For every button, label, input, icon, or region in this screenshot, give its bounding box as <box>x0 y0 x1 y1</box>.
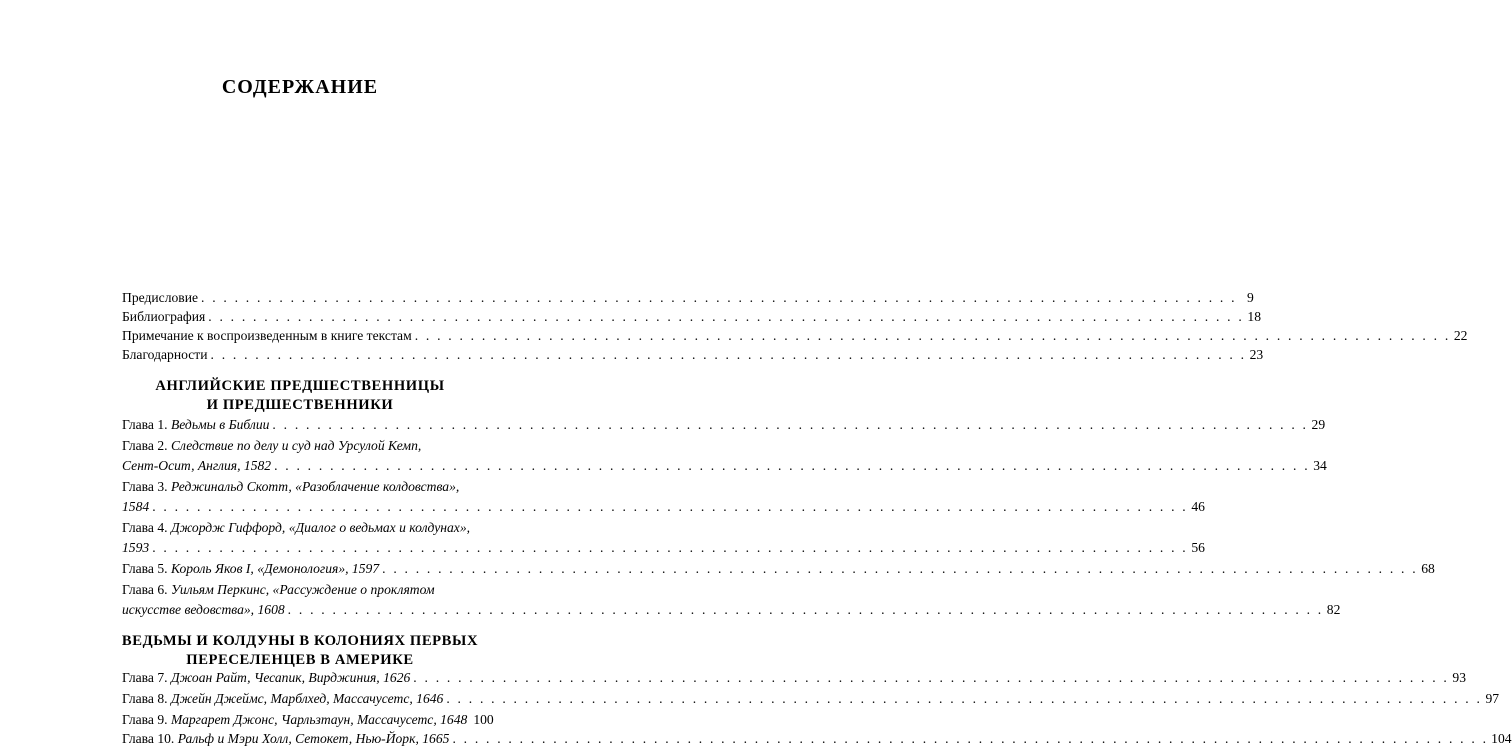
toc-chapter-1[interactable] <box>122 415 1326 435</box>
chapter-title: Следствие по делу и суд над Урсулой Кемп, <box>170 438 422 453</box>
front-matter <box>122 290 1468 366</box>
toc-chapter-2[interactable] <box>122 436 1327 476</box>
toc-label: Примечание к воспроизведенным в книге текстам <box>122 328 412 343</box>
toc-chapter-4[interactable] <box>122 518 1205 558</box>
toc-page: 9 <box>1246 290 1254 305</box>
leader-dots <box>211 347 1247 363</box>
toc-label: Благодарности <box>122 347 208 362</box>
chapter-title: Ральф и Мэри Холл, Сетокет, Нью-Йорк, 1665 <box>177 731 450 746</box>
chapter-number: Глава 6. <box>122 582 168 597</box>
toc-entry-bibliography[interactable] <box>122 309 1261 328</box>
chapter-number: Глава 4. <box>122 520 168 535</box>
toc-page: 29 <box>1311 417 1326 432</box>
leader-dots <box>382 559 1418 579</box>
chapter-number: Глава 7. <box>122 670 168 685</box>
chapter-title: Ведьмы в Библии <box>170 417 270 432</box>
toc-page: 23 <box>1249 347 1264 362</box>
chapter-title-cont: 1584 <box>122 499 150 514</box>
toc-label: Предисловие <box>122 290 199 305</box>
toc-page: 18 <box>1247 309 1261 324</box>
toc-entry-preface[interactable] <box>122 290 1254 309</box>
toc-page: 68 <box>1421 561 1435 576</box>
chapter-number: Глава 10. <box>122 731 175 746</box>
toc-entry-note[interactable] <box>122 328 1468 347</box>
chapter-title-cont: Сент-Осит, Англия, 1582 <box>122 458 272 473</box>
chapter-number: Глава 3. <box>122 479 168 494</box>
toc-page: 34 <box>1313 458 1327 473</box>
toc-label: Библиография <box>122 309 206 324</box>
leader-dots <box>446 689 1482 709</box>
chapter-title: Король Яков I, «Демонология», 1597 <box>170 561 380 576</box>
chapter-title: Реджинальд Скотт, «Разоблачение колдовства», <box>170 479 460 494</box>
toc-page: 22 <box>1453 328 1468 343</box>
toc-chapter-7[interactable] <box>122 668 1467 688</box>
chapter-title: Джоан Райт, Чесапик, Вирджиния, 1626 <box>170 670 411 685</box>
page-title: СОДЕРЖАНИЕ <box>221 76 379 98</box>
toc-page: 82 <box>1326 602 1341 617</box>
chapter-number: Глава 2. <box>122 438 168 453</box>
toc-chapter-5[interactable] <box>122 559 1435 579</box>
leader-dots <box>272 415 1308 435</box>
chapter-title-cont: 1593 <box>122 540 150 555</box>
toc-chapter-6[interactable] <box>122 580 1341 620</box>
section-heading-america <box>0 632 600 670</box>
chapter-title-cont: искусстве ведовства», 1608 <box>122 602 285 617</box>
leader-dots <box>415 328 1451 344</box>
toc-page: 46 <box>1191 499 1205 514</box>
leader-dots <box>288 600 1324 620</box>
section-heading-line: ПЕРЕСЕЛЕНЦЕВ В АМЕРИКЕ <box>186 652 414 668</box>
chapter-title: Уильям Перкинс, «Рассуждение о проклятом <box>170 582 435 597</box>
section-heading-line: И ПРЕДШЕСТВЕННИКИ <box>206 397 394 413</box>
chapter-title: Джейн Джеймс, Марблхед, Массачусетс, 1646 <box>170 691 444 706</box>
toc-chapter-8[interactable] <box>122 689 1500 709</box>
leader-dots <box>274 456 1310 476</box>
leader-dots <box>152 497 1188 517</box>
toc-page: 56 <box>1191 540 1205 555</box>
toc-chapter-9[interactable] <box>122 710 494 730</box>
toc-entry-acknowledgements[interactable] <box>122 347 1264 366</box>
leader-dots <box>208 309 1244 325</box>
toc-page: 100 <box>473 712 494 727</box>
leader-dots <box>201 290 1237 306</box>
toc-page: 104 <box>1491 731 1512 746</box>
toc-page: 93 <box>1452 670 1467 685</box>
chapter-title: Джордж Гиффорд, «Диалог о ведьмах и колдунах», <box>170 520 471 535</box>
chapter-title: Маргарет Джонс, Чарльзтаун, Массачусетс, 1648 <box>170 712 468 727</box>
section-heading-line: ВЕДЬМЫ И КОЛДУНЫ В КОЛОНИЯХ ПЕРВЫХ <box>121 633 479 649</box>
section-heading-line: АНГЛИЙСКИЕ ПРЕДШЕСТВЕННИЦЫ <box>155 378 445 394</box>
toc-chapter-3[interactable] <box>122 477 1205 517</box>
chapter-number: Глава 8. <box>122 691 168 706</box>
toc-page: 97 <box>1485 691 1500 706</box>
chapter-number: Глава 5. <box>122 561 168 576</box>
leader-dots <box>413 668 1449 688</box>
chapter-number: Глава 9. <box>122 712 168 727</box>
chapter-number: Глава 1. <box>122 417 168 432</box>
leader-dots <box>152 538 1188 558</box>
leader-dots <box>452 729 1488 749</box>
toc-chapter-10[interactable] <box>122 729 1512 749</box>
section-heading-english <box>0 377 600 415</box>
